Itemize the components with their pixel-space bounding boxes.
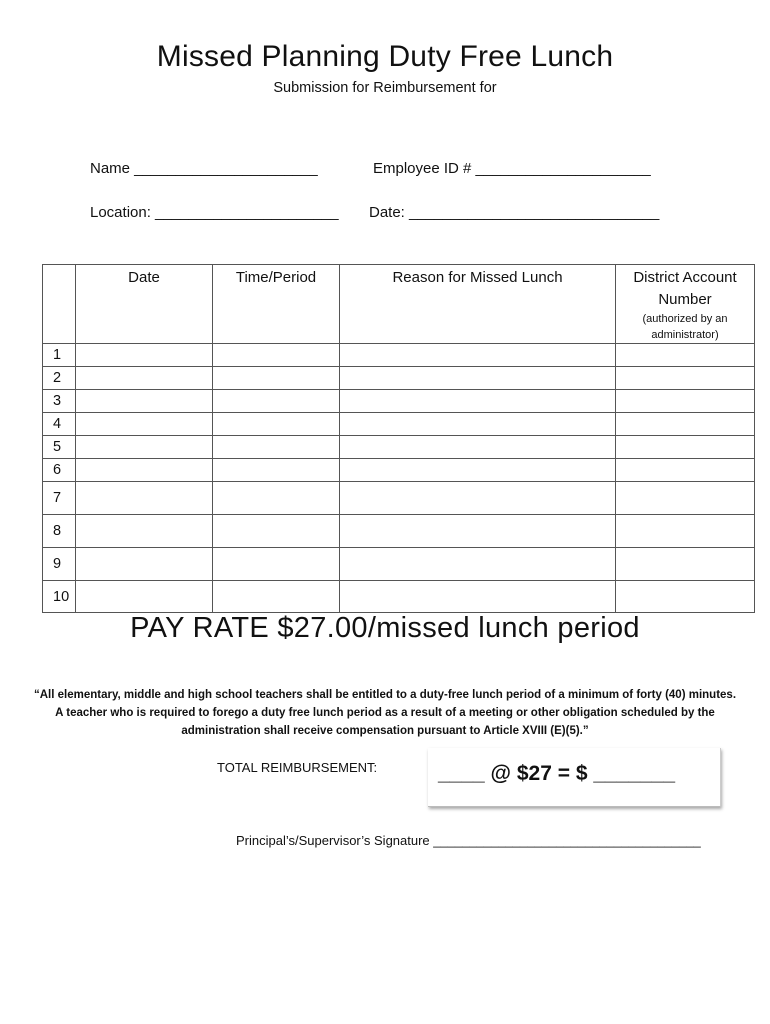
table-row xyxy=(43,344,755,367)
contract-quote: “All elementary, middle and high school teachers shall be entitled to a duty-free lunch period of a minimum of forty (40) minutes. A teacher who is required to forego a duty free lunch period as a result of a meeting or other obligation scheduled by the administration shall receive compensation pursuant to Article XVIII (E)(5).” xyxy=(33,689,737,737)
time-period-cell[interactable] xyxy=(213,344,340,367)
total-formula: ____ @ $27 = $ _______ xyxy=(438,762,676,785)
account-header-line2: Number xyxy=(658,291,712,308)
row-number: 9 xyxy=(43,548,76,581)
reason-cell[interactable] xyxy=(340,515,616,548)
time-period-column-header: Time/Period xyxy=(213,265,340,344)
missed-lunch-table xyxy=(42,264,755,613)
signature-line[interactable]: Principal’s/Supervisor’s Signature _____________________________________ xyxy=(236,833,701,848)
date-cell[interactable] xyxy=(76,390,213,413)
table-row xyxy=(43,515,755,548)
row-number: 4 xyxy=(43,413,76,436)
row-number: 5 xyxy=(43,436,76,459)
time-period-cell[interactable] xyxy=(213,367,340,390)
page-title: Missed Planning Duty Free Lunch xyxy=(156,40,614,73)
account-number-cell[interactable] xyxy=(616,413,755,436)
row-number: 7 xyxy=(43,482,76,515)
location-field[interactable]: Location: ______________________ xyxy=(90,204,339,221)
account-number-cell[interactable] xyxy=(616,581,755,613)
time-period-cell[interactable] xyxy=(213,548,340,581)
account-number-cell[interactable] xyxy=(616,344,755,367)
date-cell[interactable] xyxy=(76,436,213,459)
row-number: 8 xyxy=(43,515,76,548)
employee-id-field[interactable]: Employee ID # _____________________ xyxy=(373,160,651,177)
pay-rate: PAY RATE $27.00/missed lunch period xyxy=(130,612,640,644)
time-period-cell[interactable] xyxy=(213,413,340,436)
account-number-cell[interactable] xyxy=(616,459,755,482)
account-header-line1: District Account xyxy=(633,269,737,286)
date-cell[interactable] xyxy=(76,482,213,515)
date-cell[interactable] xyxy=(76,581,213,613)
page-subtitle: Submission for Reimbursement for xyxy=(273,80,497,96)
account-note-line2: administrator) xyxy=(651,329,719,341)
row-number: 10 xyxy=(43,581,76,613)
time-period-cell[interactable] xyxy=(213,581,340,613)
date-cell[interactable] xyxy=(76,459,213,482)
row-number: 1 xyxy=(43,344,76,367)
row-number: 2 xyxy=(43,367,76,390)
table-row xyxy=(43,413,755,436)
account-number-cell[interactable] xyxy=(616,515,755,548)
name-field[interactable]: Name ______________________ xyxy=(90,160,318,177)
account-number-cell[interactable] xyxy=(616,482,755,515)
reason-cell[interactable] xyxy=(340,413,616,436)
time-period-cell[interactable] xyxy=(213,482,340,515)
table-row xyxy=(43,459,755,482)
reason-cell[interactable] xyxy=(340,482,616,515)
reason-cell[interactable] xyxy=(340,581,616,613)
reason-cell[interactable] xyxy=(340,459,616,482)
account-number-cell[interactable] xyxy=(616,390,755,413)
time-period-cell[interactable] xyxy=(213,515,340,548)
date-cell[interactable] xyxy=(76,367,213,390)
table-header-row xyxy=(43,265,755,344)
account-number-column-header xyxy=(616,265,755,344)
time-period-cell[interactable] xyxy=(213,390,340,413)
table-row xyxy=(43,436,755,459)
account-number-cell[interactable] xyxy=(616,548,755,581)
date-cell[interactable] xyxy=(76,413,213,436)
row-number: 3 xyxy=(43,390,76,413)
table-row xyxy=(43,548,755,581)
reason-column-header: Reason for Missed Lunch xyxy=(340,265,616,344)
table-row xyxy=(43,581,755,613)
total-reimbursement-box[interactable] xyxy=(428,748,721,807)
date-field[interactable]: Date: ______________________________ xyxy=(369,204,660,221)
reason-cell[interactable] xyxy=(340,367,616,390)
date-cell[interactable] xyxy=(76,344,213,367)
reason-cell[interactable] xyxy=(340,548,616,581)
account-note-line1: (authorized by an xyxy=(642,313,728,325)
reason-cell[interactable] xyxy=(340,344,616,367)
account-number-cell[interactable] xyxy=(616,436,755,459)
table-row xyxy=(43,390,755,413)
reason-cell[interactable] xyxy=(340,390,616,413)
row-number-header xyxy=(43,265,76,344)
reason-cell[interactable] xyxy=(340,436,616,459)
time-period-cell[interactable] xyxy=(213,436,340,459)
date-cell[interactable] xyxy=(76,548,213,581)
table-row xyxy=(43,482,755,515)
date-column-header: Date xyxy=(76,265,213,344)
row-number: 6 xyxy=(43,459,76,482)
account-number-cell[interactable] xyxy=(616,367,755,390)
total-reimbursement-label: TOTAL REIMBURSEMENT: xyxy=(217,760,378,775)
time-period-cell[interactable] xyxy=(213,459,340,482)
table-row xyxy=(43,367,755,390)
date-cell[interactable] xyxy=(76,515,213,548)
